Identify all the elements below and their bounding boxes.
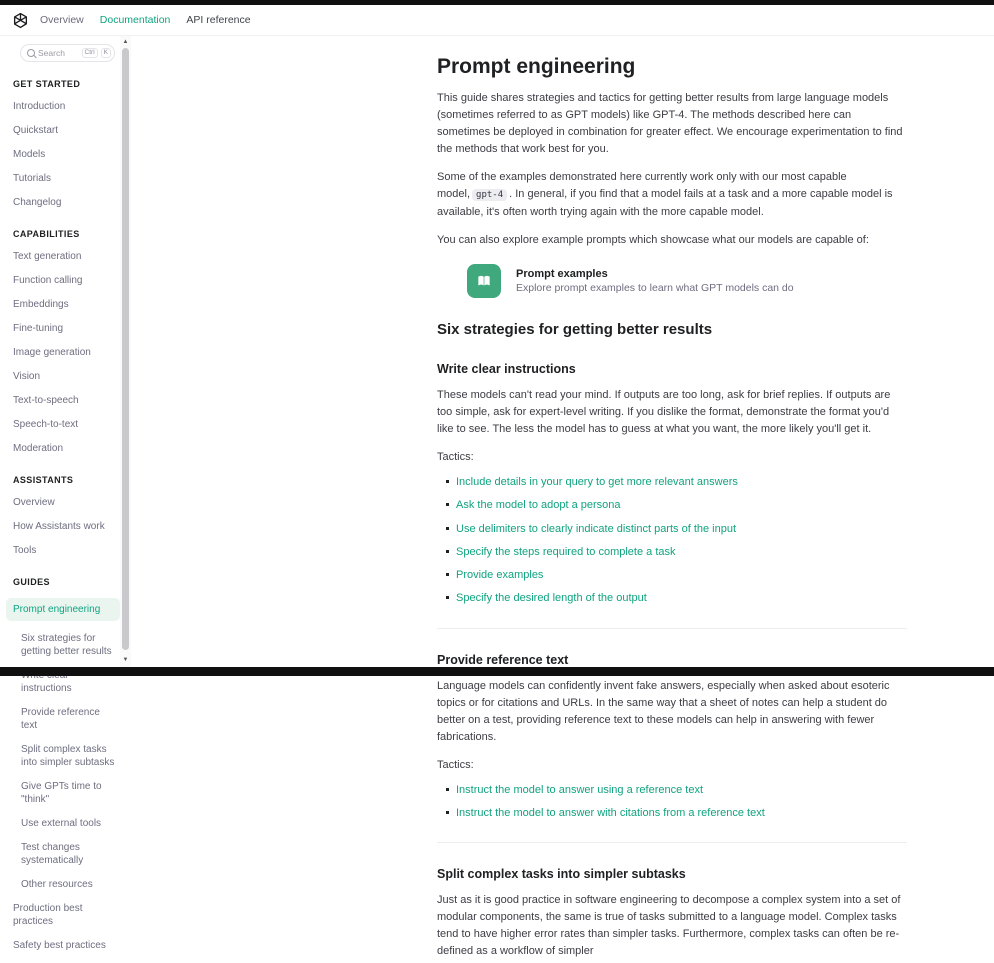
section-title-capabilities: CAPABILITIES — [13, 229, 80, 239]
tactic-item — [456, 522, 907, 536]
sidebar-item-models[interactable]: Models — [13, 149, 46, 160]
sidebar-item-embeddings[interactable]: Embeddings — [13, 299, 69, 310]
scrollbar-thumb[interactable] — [122, 48, 129, 650]
sidebar-item-vision[interactable]: Vision — [13, 371, 41, 382]
sidebar-item-quickstart[interactable]: Quickstart — [13, 125, 59, 136]
search-icon — [27, 49, 35, 57]
sidebar-item-provide-reference-text[interactable]: Provide reference text — [21, 707, 100, 731]
sidebar-item-six-strategies[interactable]: Six strategies for getting better results — [21, 633, 112, 657]
letterbox-bottom — [0, 667, 994, 676]
heading-provide-reference-text: Provide reference text — [437, 652, 569, 667]
tactic-item — [456, 568, 907, 582]
intro-paragraph-1: This guide shares strategies and tactics for getting better results from large language models (sometimes referred to as GPT models) like GPT-4. The methods described here can sometimes be deployed in combination for greater effect. We encourage experimentation to find the methods that work best for you. — [437, 92, 903, 155]
sidebar-item-assistants-overview[interactable]: Overview — [13, 497, 55, 508]
tactic-link-provide-examples[interactable]: Provide examples — [456, 569, 544, 582]
tactic-item — [456, 475, 907, 489]
intro-paragraph-3: You can also explore example prompts which showcase what our models are capable of: — [437, 234, 869, 246]
paragraph-write-clear-instructions: These models can't read your mind. If outputs are too long, ask for brief replies. If outputs are too simple, ask for expert-level writing. If you dislike the format, demonstrate the format you'd like to see. The less the model has to guess at what you want, the more likely you'll get it. — [437, 389, 891, 435]
header-tabs — [40, 14, 251, 26]
sidebar-item-use-external-tools[interactable]: Use external tools — [21, 818, 102, 829]
sidebar-item-safety-best-practices[interactable]: Safety best practices — [13, 940, 106, 951]
inline-code-gpt-4: gpt-4 — [472, 189, 507, 201]
tactics-list-1 — [437, 475, 907, 606]
sidebar-item-function-calling[interactable]: Function calling — [13, 275, 83, 286]
letterbox-top — [0, 0, 994, 5]
sidebar-scrollbar[interactable] — [120, 36, 131, 667]
sidebar-item-give-gpts-time[interactable]: Give GPTs time to "think" — [21, 781, 102, 805]
search-input[interactable] — [38, 48, 79, 58]
page-title: Prompt engineering — [437, 55, 636, 78]
sidebar-item-speech-to-text[interactable]: Speech-to-text — [13, 419, 79, 430]
tactic-item — [456, 545, 907, 559]
heading-six-strategies: Six strategies for getting better results — [437, 321, 713, 338]
sidebar-item-write-clear-instructions[interactable]: instructions — [21, 683, 72, 694]
sidebar-item-test-changes[interactable]: Test changes systematically — [21, 842, 84, 866]
paragraph-provide-reference-text: Language models can confidently invent fake answers, especially when asked about esoteric topics or for citations and URLs. In the same way that a sheet of notes can help a student do better on a test, providing reference text to these models can help in answering with fewer fabrications. — [437, 679, 890, 743]
content-area — [437, 36, 907, 958]
sidebar-item-split-complex-tasks[interactable]: Split complex tasks into simpler subtasks — [21, 744, 115, 768]
sidebar-item-how-assistants-work[interactable]: How Assistants work — [13, 521, 105, 532]
book-icon — [467, 264, 501, 298]
sidebar-item-tools[interactable]: Tools — [13, 545, 37, 556]
tactic-item — [456, 806, 907, 820]
card-title: Prompt examples — [516, 268, 608, 280]
sidebar — [0, 36, 131, 951]
sidebar-item-text-to-speech[interactable]: Text-to-speech — [13, 395, 79, 406]
sidebar-item-image-generation[interactable]: Image generation — [13, 347, 91, 358]
tactic-item — [456, 783, 907, 797]
tactic-link-adopt-persona[interactable]: Ask the model to adopt a persona — [456, 499, 621, 512]
top-nav — [0, 5, 994, 36]
tactics-label-2: Tactics: — [437, 758, 474, 771]
search-box[interactable] — [20, 44, 115, 62]
sidebar-item-prompt-engineering[interactable]: Prompt engineering — [6, 598, 120, 621]
tactics-label-1: Tactics: — [437, 451, 474, 463]
openai-logo[interactable] — [11, 11, 30, 30]
intro-paragraph-2 — [437, 169, 907, 221]
tactic-link-specify-length[interactable]: Specify the desired length of the output — [456, 592, 647, 605]
tab-api-reference[interactable]: API reference — [186, 14, 251, 26]
heading-write-clear-instructions: Write clear instructions — [437, 362, 576, 376]
card-subtitle: Explore prompt examples to learn what GPT models can do — [516, 282, 794, 294]
section-title-get-started: GET STARTED — [13, 79, 81, 89]
intro-paragraph-2-before: Some of the examples demonstrated here currently work only with our most capable model, — [437, 171, 847, 200]
kbd-ctrl-badge: Ctrl — [82, 48, 98, 59]
prompt-examples-card[interactable] — [467, 264, 907, 298]
sidebar-item-text-generation[interactable]: Text generation — [13, 251, 82, 262]
sidebar-item-tutorials[interactable]: Tutorials — [13, 173, 51, 184]
section-divider — [437, 628, 907, 629]
card-text — [516, 268, 794, 294]
tactic-link-answer-using-reference[interactable]: Instruct the model to answer using a reference text — [456, 783, 704, 796]
tab-overview[interactable]: Overview — [40, 14, 84, 26]
tactics-list-2 — [437, 783, 907, 821]
tactic-link-use-delimiters[interactable]: Use delimiters to clearly indicate distinct parts of the input — [456, 522, 737, 535]
tactic-item — [456, 498, 907, 512]
sidebar-item-other-resources[interactable]: Other resources — [21, 879, 93, 890]
sidebar-item-changelog[interactable]: Changelog — [13, 197, 62, 208]
tactic-item — [456, 591, 907, 605]
paragraph-split-complex-tasks: Just as it is good practice in software engineering to decompose a complex system into a set of modular components, the same is true of tasks submitted to a language model. Complex tasks tend to have higher error rates than simpler tasks. Furthermore, complex tasks can often be re-defined as a workflow of simpler — [437, 894, 901, 958]
heading-split-complex-tasks: Split complex tasks into simpler subtasks — [437, 867, 686, 882]
scroll-down-icon[interactable]: ▼ — [122, 657, 129, 663]
sidebar-nav — [13, 66, 120, 963]
kbd-k-badge: K — [101, 48, 111, 59]
section-title-assistants: ASSISTANTS — [13, 475, 74, 485]
tab-documentation[interactable]: Documentation — [99, 14, 171, 26]
scroll-up-icon[interactable]: ▲ — [122, 39, 129, 45]
intro-paragraph-2-after: . In general, if you find that a model fails at a task and a more capable model is available, it's often worth trying again with the more capable model. — [437, 188, 893, 218]
tactic-link-answer-with-citations[interactable]: Instruct the model to answer with citations from a reference text — [456, 807, 765, 820]
sidebar-item-introduction[interactable]: Introduction — [13, 101, 66, 112]
tactic-link-specify-steps[interactable]: Specify the steps required to complete a task — [456, 545, 676, 558]
section-title-guides: GUIDES — [13, 577, 50, 587]
tactic-link-include-details[interactable]: Include details in your query to get more relevant answers — [456, 476, 738, 488]
sidebar-item-moderation[interactable]: Moderation — [13, 443, 64, 454]
sidebar-item-production-best-practices[interactable]: Production best practices — [13, 903, 83, 927]
section-divider — [437, 842, 907, 843]
sidebar-item-fine-tuning[interactable]: Fine-tuning — [13, 323, 64, 334]
